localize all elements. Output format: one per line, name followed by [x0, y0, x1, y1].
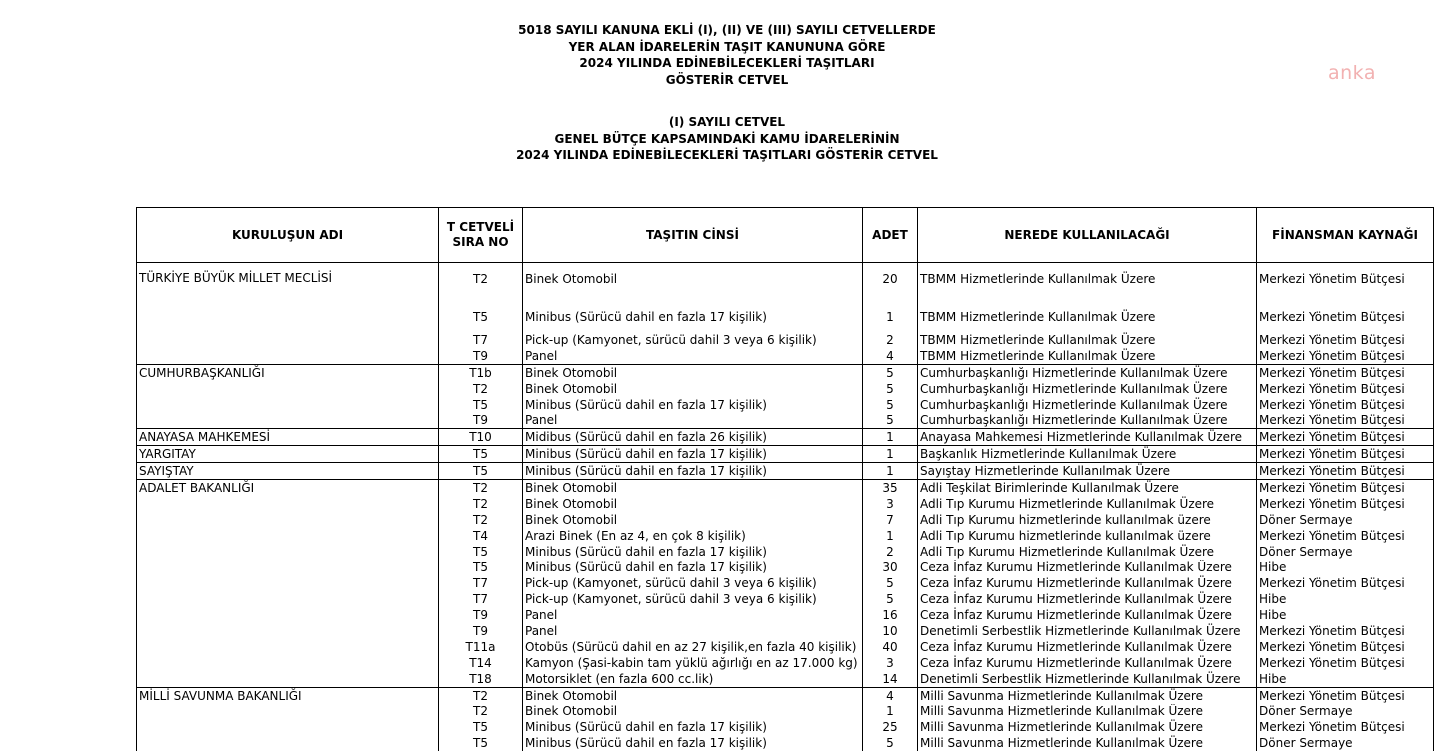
cell-use: Adli Tıp Kurumu Hizmetlerinde Kullanılmak Üzere — [918, 496, 1257, 512]
cell-org — [137, 348, 439, 364]
table-row — [137, 429, 1434, 446]
cell-type: Panel — [523, 607, 863, 623]
cell-org — [137, 639, 439, 655]
cell-type: Arazi Binek (En az 4, en çok 8 kişilik) — [523, 528, 863, 544]
table-row — [137, 413, 1434, 429]
cell-qty: 5 — [863, 413, 918, 429]
cell-qty: 1 — [863, 528, 918, 544]
subtitle-line: GENEL BÜTÇE KAPSAMINDAKİ KAMU İDARELERİNİN — [554, 131, 900, 146]
col-header-qty: ADET — [863, 208, 918, 263]
cell-fund: Hibe — [1257, 591, 1434, 607]
cell-tno: T2 — [439, 263, 523, 295]
cell-org — [137, 528, 439, 544]
cell-use: Denetimli Serbestlik Hizmetlerinde Kullanılmak Üzere — [918, 623, 1257, 639]
cell-type: Minibus (Sürücü dahil en fazla 17 kişilik) — [523, 463, 863, 480]
cell-tno: T2 — [439, 687, 523, 703]
cell-type: Binek Otomobil — [523, 704, 863, 720]
cell-qty: 5 — [863, 364, 918, 380]
cell-qty: 5 — [863, 397, 918, 413]
cell-type: Minibus (Sürücü dahil en fazla 17 kişilik) — [523, 544, 863, 560]
cell-fund: Merkezi Yönetim Bütçesi — [1257, 496, 1434, 512]
document-title — [0, 22, 1454, 88]
cell-fund: Merkezi Yönetim Bütçesi — [1257, 325, 1434, 348]
cell-use: Başkanlık Hizmetlerinde Kullanılmak Üzere — [918, 446, 1257, 463]
table-row — [137, 719, 1434, 735]
cell-fund: Döner Sermaye — [1257, 512, 1434, 528]
cell-use: Ceza İnfaz Kurumu Hizmetlerinde Kullanılmak Üzere — [918, 560, 1257, 576]
cell-use: Ceza İnfaz Kurumu Hizmetlerinde Kullanılmak Üzere — [918, 575, 1257, 591]
cell-type: Kamyon (Şasi-kabin tam yüklü ağırlığı en az 17.000 kg) — [523, 655, 863, 671]
cell-qty: 1 — [863, 429, 918, 446]
cell-fund: Merkezi Yönetim Bütçesi — [1257, 463, 1434, 480]
cell-org — [137, 607, 439, 623]
cell-qty: 16 — [863, 607, 918, 623]
cell-type: Minibus (Sürücü dahil en fazla 17 kişilik) — [523, 560, 863, 576]
cell-use: Cumhurbaşkanlığı Hizmetlerinde Kullanılmak Üzere — [918, 413, 1257, 429]
cell-tno: T5 — [439, 544, 523, 560]
cell-use: Adli Tıp Kurumu hizmetlerinde kullanılmak üzere — [918, 528, 1257, 544]
cell-type: Binek Otomobil — [523, 263, 863, 295]
cell-type: Panel — [523, 413, 863, 429]
cell-fund: Merkezi Yönetim Bütçesi — [1257, 364, 1434, 380]
cell-qty: 25 — [863, 719, 918, 735]
cell-org — [137, 413, 439, 429]
cell-use: Milli Savunma Hizmetlerinde Kullanılmak Üzere — [918, 704, 1257, 720]
cell-type: Otobüs (Sürücü dahil en az 27 kişilik,en fazla 40 kişilik) — [523, 639, 863, 655]
table-row — [137, 348, 1434, 364]
vehicle-table — [136, 207, 1434, 751]
cell-type: Binek Otomobil — [523, 496, 863, 512]
cell-tno: T2 — [439, 480, 523, 496]
cell-use: Ceza İnfaz Kurumu Hizmetlerinde Kullanılmak Üzere — [918, 607, 1257, 623]
cell-fund: Merkezi Yönetim Bütçesi — [1257, 294, 1434, 325]
cell-tno: T9 — [439, 413, 523, 429]
cell-type: Pick-up (Kamyonet, sürücü dahil 3 veya 6 kişilik) — [523, 591, 863, 607]
cell-use: Cumhurbaşkanlığı Hizmetlerinde Kullanılmak Üzere — [918, 381, 1257, 397]
cell-tno: T10 — [439, 429, 523, 446]
cell-use: Adli Tıp Kurumu Hizmetlerinde Kullanılmak Üzere — [918, 544, 1257, 560]
cell-fund: Merkezi Yönetim Bütçesi — [1257, 348, 1434, 364]
cell-tno: T1b — [439, 364, 523, 380]
cell-fund: Merkezi Yönetim Bütçesi — [1257, 413, 1434, 429]
cell-org: ADALET BAKANLIĞI — [137, 480, 439, 496]
cell-tno: T5 — [439, 294, 523, 325]
cell-type: Binek Otomobil — [523, 480, 863, 496]
cell-fund: Merkezi Yönetim Bütçesi — [1257, 655, 1434, 671]
cell-fund: Merkezi Yönetim Bütçesi — [1257, 263, 1434, 295]
cell-org: YARGITAY — [137, 446, 439, 463]
cell-tno: T5 — [439, 463, 523, 480]
table-row — [137, 446, 1434, 463]
cell-qty: 2 — [863, 325, 918, 348]
cell-org — [137, 655, 439, 671]
cell-org — [137, 591, 439, 607]
cell-tno: T5 — [439, 446, 523, 463]
cell-tno: T9 — [439, 348, 523, 364]
cell-fund: Merkezi Yönetim Bütçesi — [1257, 429, 1434, 446]
cell-tno: T14 — [439, 655, 523, 671]
cell-use: Adli Tıp Kurumu hizmetlerinde kullanılmak üzere — [918, 512, 1257, 528]
cell-qty: 1 — [863, 446, 918, 463]
cell-fund: Döner Sermaye — [1257, 704, 1434, 720]
cell-qty: 1 — [863, 294, 918, 325]
cell-org: CUMHURBAŞKANLIĞI — [137, 364, 439, 380]
cell-type: Panel — [523, 623, 863, 639]
cell-qty: 1 — [863, 704, 918, 720]
cell-qty: 5 — [863, 381, 918, 397]
cell-org — [137, 735, 439, 751]
cell-org — [137, 496, 439, 512]
cell-fund: Hibe — [1257, 560, 1434, 576]
cell-tno: T7 — [439, 591, 523, 607]
subtitle-line: 2024 YILINDA EDİNEBİLECEKLERİ TAŞITLARI GÖSTERİR CETVEL — [516, 148, 938, 162]
cell-qty: 2 — [863, 544, 918, 560]
col-header-type: TAŞITIN CİNSİ — [523, 208, 863, 263]
cell-use: TBMM Hizmetlerinde Kullanılmak Üzere — [918, 325, 1257, 348]
cell-fund: Merkezi Yönetim Bütçesi — [1257, 575, 1434, 591]
table-row — [137, 463, 1434, 480]
table-header-row — [137, 208, 1434, 263]
col-header-org: KURULUŞUN ADI — [137, 208, 439, 263]
table-row — [137, 607, 1434, 623]
cell-qty: 5 — [863, 735, 918, 751]
cell-qty: 1 — [863, 463, 918, 480]
cell-tno: T2 — [439, 704, 523, 720]
cell-type: Midibus (Sürücü dahil en fazla 26 kişilik) — [523, 429, 863, 446]
cell-org — [137, 623, 439, 639]
cell-tno: T7 — [439, 575, 523, 591]
col-header-use: NEREDE KULLANILACAĞI — [918, 208, 1257, 263]
table-row — [137, 687, 1434, 703]
cell-use: Denetimli Serbestlik Hizmetlerinde Kullanılmak Üzere — [918, 671, 1257, 687]
cell-type: Minibus (Sürücü dahil en fazla 17 kişilik) — [523, 446, 863, 463]
table-row — [137, 623, 1434, 639]
cell-org — [137, 719, 439, 735]
cell-tno: T7 — [439, 325, 523, 348]
title-line: 2024 YILINDA EDİNEBİLECEKLERİ TAŞITLARI — [579, 56, 875, 70]
cell-org — [137, 544, 439, 560]
cell-fund: Merkezi Yönetim Bütçesi — [1257, 446, 1434, 463]
cell-tno: T2 — [439, 381, 523, 397]
table-row — [137, 480, 1434, 496]
cell-tno: T9 — [439, 607, 523, 623]
table-row — [137, 639, 1434, 655]
cell-org: SAYIŞTAY — [137, 463, 439, 480]
cell-fund: Merkezi Yönetim Bütçesi — [1257, 397, 1434, 413]
cell-fund: Hibe — [1257, 671, 1434, 687]
cell-org — [137, 294, 439, 325]
table-row — [137, 591, 1434, 607]
cell-type: Pick-up (Kamyonet, sürücü dahil 3 veya 6 kişilik) — [523, 325, 863, 348]
table-row — [137, 735, 1434, 751]
cell-use: Ceza İnfaz Kurumu Hizmetlerinde Kullanılmak Üzere — [918, 591, 1257, 607]
cell-type: Minibus (Sürücü dahil en fazla 17 kişilik) — [523, 397, 863, 413]
cell-use: Adli Teşkilat Birimlerinde Kullanılmak Üzere — [918, 480, 1257, 496]
col-header-tno: T CETVELİ SIRA NO — [439, 208, 523, 263]
table-row — [137, 364, 1434, 380]
cell-type: Binek Otomobil — [523, 381, 863, 397]
table-row — [137, 381, 1434, 397]
cell-fund: Döner Sermaye — [1257, 735, 1434, 751]
cell-use: Cumhurbaşkanlığı Hizmetlerinde Kullanılmak Üzere — [918, 397, 1257, 413]
cell-org — [137, 381, 439, 397]
cell-fund: Hibe — [1257, 607, 1434, 623]
cell-fund: Merkezi Yönetim Bütçesi — [1257, 687, 1434, 703]
cell-org: TÜRKİYE BÜYÜK MİLLET MECLİSİ — [137, 263, 439, 295]
cell-qty: 3 — [863, 655, 918, 671]
cell-fund: Döner Sermaye — [1257, 544, 1434, 560]
cell-org — [137, 560, 439, 576]
table-row — [137, 512, 1434, 528]
cell-type: Minibus (Sürücü dahil en fazla 17 kişilik) — [523, 735, 863, 751]
cell-qty: 10 — [863, 623, 918, 639]
cell-fund: Merkezi Yönetim Bütçesi — [1257, 623, 1434, 639]
cell-fund: Merkezi Yönetim Bütçesi — [1257, 480, 1434, 496]
cell-type: Panel — [523, 348, 863, 364]
cell-org — [137, 704, 439, 720]
table-row — [137, 560, 1434, 576]
table-row — [137, 325, 1434, 348]
subtitle-line: (I) SAYILI CETVEL — [668, 115, 786, 129]
cell-qty: 14 — [863, 671, 918, 687]
cell-tno: T2 — [439, 496, 523, 512]
cell-tno: T2 — [439, 512, 523, 528]
cell-fund: Merkezi Yönetim Bütçesi — [1257, 528, 1434, 544]
cell-qty: 4 — [863, 348, 918, 364]
cell-use: Milli Savunma Hizmetlerinde Kullanılmak Üzere — [918, 719, 1257, 735]
title-line: GÖSTERİR CETVEL — [665, 72, 789, 87]
cell-tno: T4 — [439, 528, 523, 544]
cell-use: Milli Savunma Hizmetlerinde Kullanılmak Üzere — [918, 735, 1257, 751]
cell-fund: Merkezi Yönetim Bütçesi — [1257, 381, 1434, 397]
table-row — [137, 575, 1434, 591]
cell-tno: T5 — [439, 719, 523, 735]
cell-org — [137, 512, 439, 528]
cell-org — [137, 575, 439, 591]
cell-type: Minibus (Sürücü dahil en fazla 17 kişilik) — [523, 719, 863, 735]
cell-qty: 35 — [863, 480, 918, 496]
cell-org — [137, 325, 439, 348]
title-line: YER ALAN İDARELERİN TAŞIT KANUNUNA GÖRE — [568, 39, 886, 54]
cell-org — [137, 397, 439, 413]
cell-use: Cumhurbaşkanlığı Hizmetlerinde Kullanılmak Üzere — [918, 364, 1257, 380]
cell-tno: T5 — [439, 397, 523, 413]
cell-qty: 40 — [863, 639, 918, 655]
table-row — [137, 544, 1434, 560]
cell-qty: 5 — [863, 591, 918, 607]
cell-tno: T11a — [439, 639, 523, 655]
table-row — [137, 496, 1434, 512]
cell-type: Motorsiklet (en fazla 600 cc.lik) — [523, 671, 863, 687]
cell-qty: 30 — [863, 560, 918, 576]
cell-org — [137, 671, 439, 687]
cell-qty: 20 — [863, 263, 918, 295]
document-subtitle — [0, 114, 1454, 164]
cell-use: Ceza İnfaz Kurumu Hizmetlerinde Kullanılmak Üzere — [918, 639, 1257, 655]
cell-tno: T5 — [439, 560, 523, 576]
watermark-logo: anka — [1328, 62, 1376, 84]
cell-org: ANAYASA MAHKEMESİ — [137, 429, 439, 446]
cell-use: TBMM Hizmetlerinde Kullanılmak Üzere — [918, 294, 1257, 325]
cell-fund: Merkezi Yönetim Bütçesi — [1257, 719, 1434, 735]
title-line: 5018 SAYILI KANUNA EKLİ (I), (II) VE (III) SAYILI CETVELLERDE — [518, 23, 936, 37]
col-header-fund: FİNANSMAN KAYNAĞI — [1257, 208, 1434, 263]
cell-tno: T5 — [439, 735, 523, 751]
cell-tno: T18 — [439, 671, 523, 687]
cell-type: Minibus (Sürücü dahil en fazla 17 kişilik) — [523, 294, 863, 325]
cell-type: Binek Otomobil — [523, 512, 863, 528]
table-row — [137, 397, 1434, 413]
table-row — [137, 704, 1434, 720]
cell-use: Ceza İnfaz Kurumu Hizmetlerinde Kullanılmak Üzere — [918, 655, 1257, 671]
cell-qty: 7 — [863, 512, 918, 528]
table-row — [137, 294, 1434, 325]
cell-use: TBMM Hizmetlerinde Kullanılmak Üzere — [918, 263, 1257, 295]
table-row — [137, 528, 1434, 544]
cell-fund: Merkezi Yönetim Bütçesi — [1257, 639, 1434, 655]
cell-org: MİLLİ SAVUNMA BAKANLIĞI — [137, 687, 439, 703]
cell-use: TBMM Hizmetlerinde Kullanılmak Üzere — [918, 348, 1257, 364]
cell-tno: T9 — [439, 623, 523, 639]
table-row — [137, 671, 1434, 687]
cell-type: Pick-up (Kamyonet, sürücü dahil 3 veya 6 kişilik) — [523, 575, 863, 591]
cell-type: Binek Otomobil — [523, 687, 863, 703]
cell-qty: 5 — [863, 575, 918, 591]
cell-qty: 3 — [863, 496, 918, 512]
cell-use: Milli Savunma Hizmetlerinde Kullanılmak Üzere — [918, 687, 1257, 703]
cell-qty: 4 — [863, 687, 918, 703]
cell-type: Binek Otomobil — [523, 364, 863, 380]
cell-use: Anayasa Mahkemesi Hizmetlerinde Kullanılmak Üzere — [918, 429, 1257, 446]
table-row — [137, 655, 1434, 671]
table-row — [137, 263, 1434, 295]
cell-use: Sayıştay Hizmetlerinde Kullanılmak Üzere — [918, 463, 1257, 480]
